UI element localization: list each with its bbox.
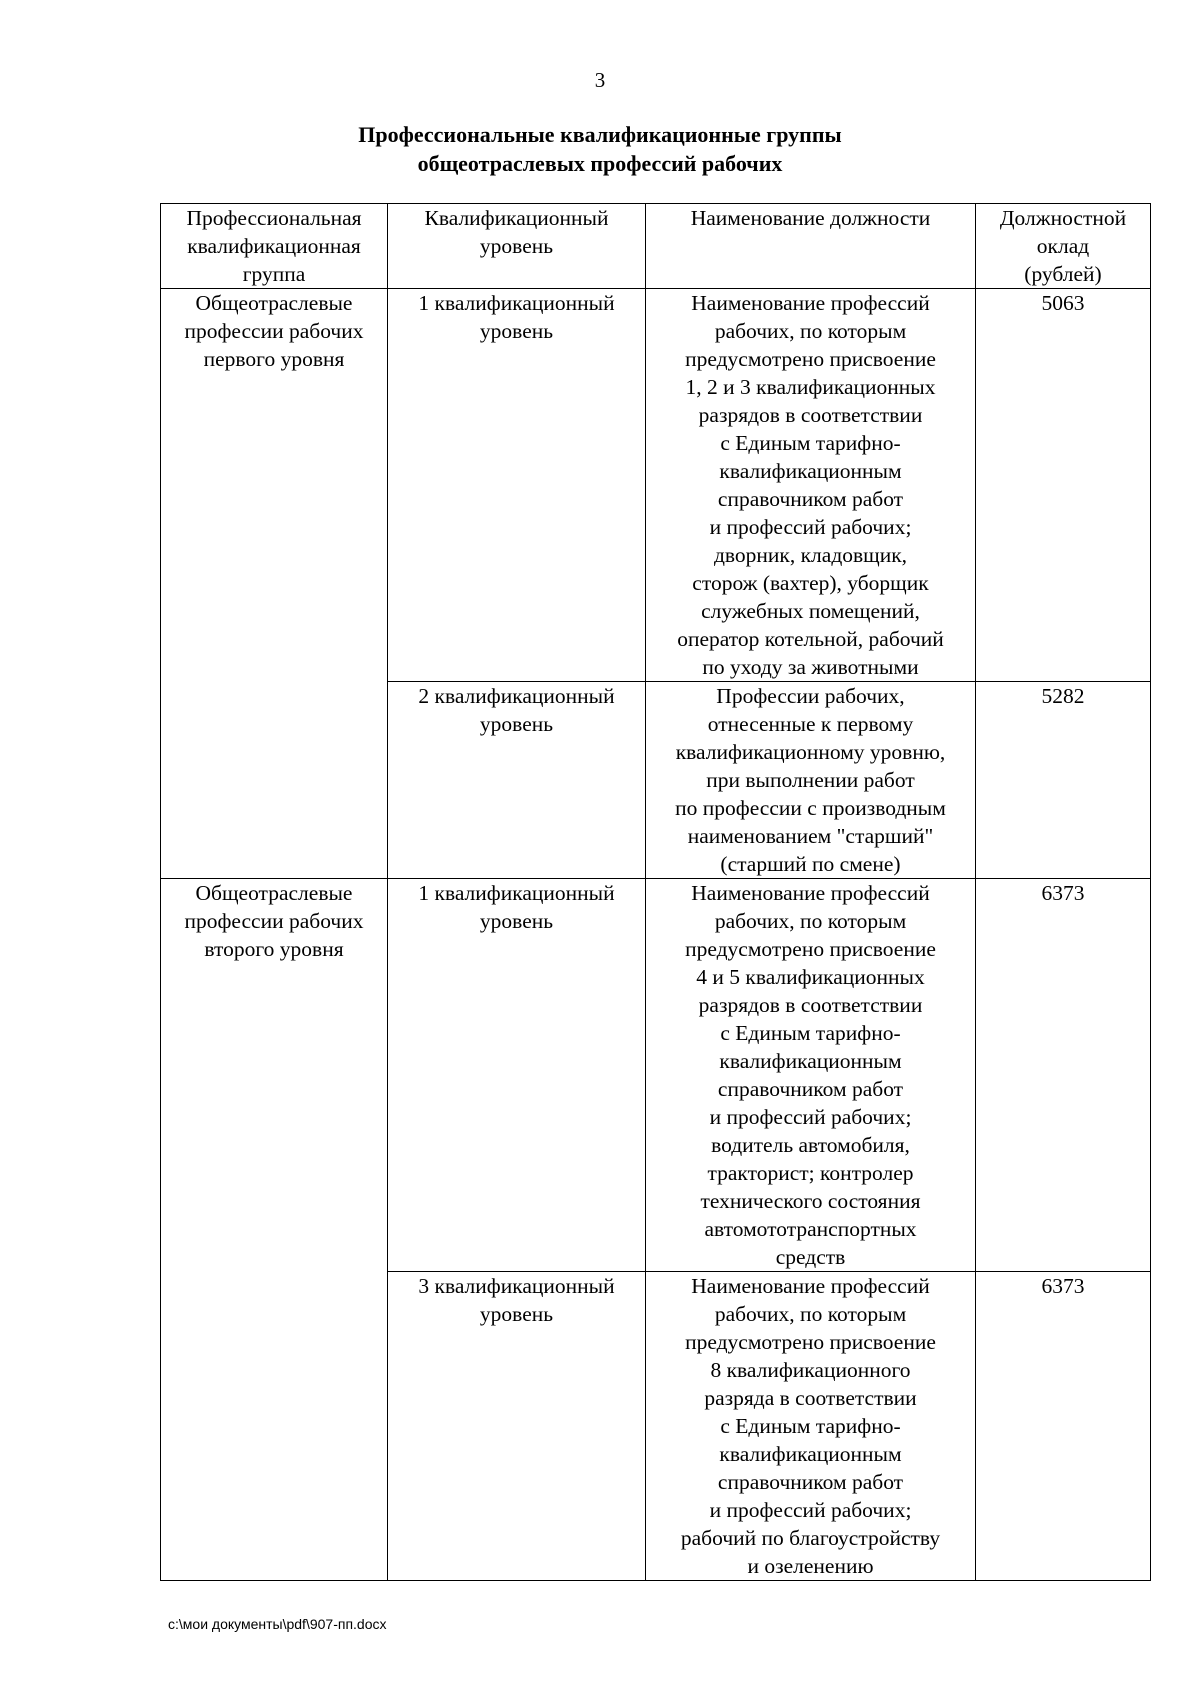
level-cell: 1 квалификационный уровень (388, 879, 646, 1272)
page-number: 3 (594, 68, 606, 92)
header-level: Квалификационный уровень (388, 204, 646, 289)
position-cell: Профессии рабочих, отнесенные к первому квалификационному уровню, при выполнении работ по профессии с производным наименованием "старший" (старший по смене) (646, 682, 976, 879)
header-group: Профессиональная квалификационная группа (161, 204, 388, 289)
qualification-groups-table (160, 203, 1151, 1581)
salary-cell: 5282 (976, 682, 1151, 879)
position-cell: Наименование профессий рабочих, по которым предусмотрено присвоение 1, 2 и 3 квалификационных разрядов в соответствии с Единым тарифно- квалификационным справочником работ и профессий рабочих; дворник, кладовщик, сторож (вахтер), уборщик служебных помещений, оператор котельной, рабочий по уходу за животными (646, 289, 976, 682)
table-header-row (161, 204, 1151, 289)
document-title (0, 120, 1200, 178)
title-line-2: общеотраслевых профессий рабочих (417, 151, 783, 176)
table-row (161, 289, 1151, 682)
level-cell: 2 квалификационный уровень (388, 682, 646, 879)
header-salary: Должностной оклад (рублей) (976, 204, 1151, 289)
group-name-cell: Общеотраслевые профессии рабочих второго уровня (161, 879, 388, 1581)
file-path-footer: c:\мои документы\pdf\907-пп.docx (168, 1616, 387, 1632)
salary-cell: 5063 (976, 289, 1151, 682)
position-cell: Наименование профессий рабочих, по которым предусмотрено присвоение 8 квалификационного разряда в соответствии с Единым тарифно- квалификационным справочником работ и профессий рабочих; рабочий по благоустройству и озеленению (646, 1272, 976, 1581)
level-cell: 3 квалификационный уровень (388, 1272, 646, 1581)
level-cell: 1 квалификационный уровень (388, 289, 646, 682)
header-position: Наименование должности (646, 204, 976, 289)
table-row (161, 879, 1151, 1272)
position-cell: Наименование профессий рабочих, по которым предусмотрено присвоение 4 и 5 квалификационных разрядов в соответствии с Единым тарифно- квалификационным справочником работ и профессий рабочих; водитель автомобиля, тракторист; контролер технического состояния автомототранспортных средств (646, 879, 976, 1272)
title-line-1: Профессиональные квалификационные группы (358, 122, 842, 147)
salary-cell: 6373 (976, 1272, 1151, 1581)
salary-cell: 6373 (976, 879, 1151, 1272)
group-name-cell: Общеотраслевые профессии рабочих первого уровня (161, 289, 388, 879)
